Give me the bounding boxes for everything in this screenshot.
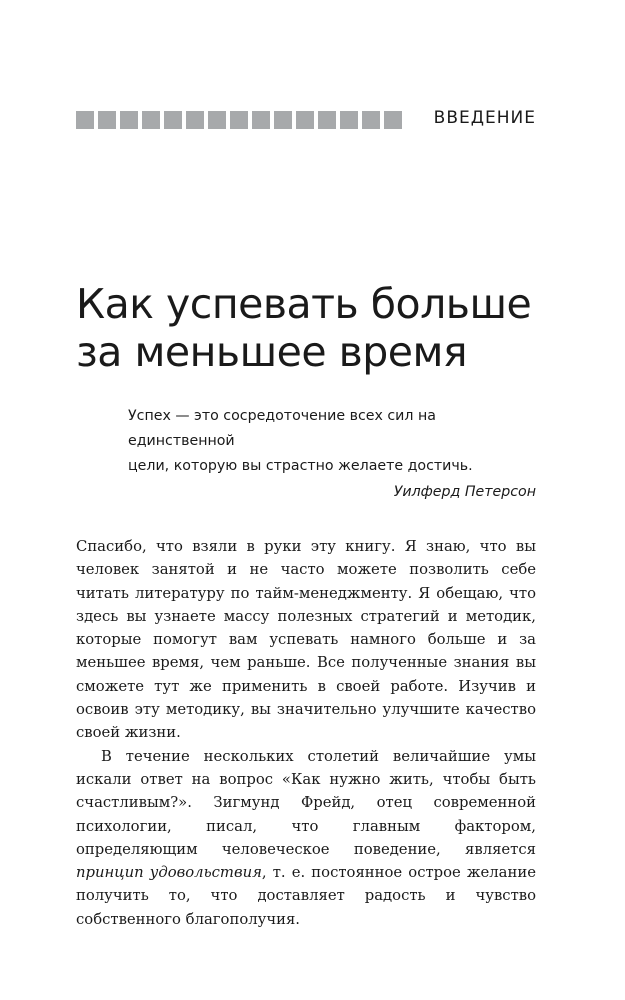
paragraph-2 [76,745,536,931]
decorative-square [120,111,138,129]
chapter-title-line-1: Как успевать больше [76,280,532,328]
decorative-square-bar [76,111,402,129]
chapter-title [76,280,556,376]
decorative-square [230,111,248,129]
section-label: ВВЕДЕНИЕ [433,108,536,128]
decorative-square [76,111,94,129]
decorative-square [208,111,226,129]
paragraph-2-emphasis: принцип удовольствия [76,864,262,882]
decorative-square [252,111,270,129]
paragraph-2-text: В течение нескольких столетий величайшие умы искали ответ на вопрос «Как нужно жить, чтобы быть счастливым?». Зигмунд Фрейд, отец современной психологии, писал, что главным фактором, определяющим человеческое поведение, является [76,747,536,858]
decorative-square [142,111,160,129]
decorative-square [362,111,380,129]
decorative-square [384,111,402,129]
decorative-square [164,111,182,129]
decorative-square [98,111,116,129]
decorative-square [296,111,314,129]
decorative-square [340,111,358,129]
paragraph-2-text-end: , т. е. постоянное острое желание получить то, что доставляет радость и чувство собственного благополучия. [76,864,536,928]
decorative-square [186,111,204,129]
body-text [76,535,536,931]
epigraph-line-1: Успех — это сосредоточение всех сил на единственной [128,408,436,449]
epigraph [128,404,536,505]
epigraph-quote [128,404,536,479]
decorative-square [318,111,336,129]
decorative-square [274,111,292,129]
epigraph-line-2: цели, которую вы страстно желаете достичь. [128,458,473,474]
chapter-title-line-2: за меньшее время [76,328,468,376]
paragraph-1: Спасибо, что взяли в руки эту книгу. Я знаю, что вы человек занятой и не часто можете позволить себе читать литературу по тайм-менеджменту. Я обещаю, что здесь вы узнаете массу полезных стратегий и методик, которые помогут вам успевать намного больше и за меньшее время, чем раньше. Все полученные знания вы сможете тут же применить в своей работе. Изучив и освоив эту методику, вы значительно улучшите качество своей жизни. [76,538,536,742]
running-header [76,110,536,130]
epigraph-author: Уилферд Петерсон [393,484,536,500]
